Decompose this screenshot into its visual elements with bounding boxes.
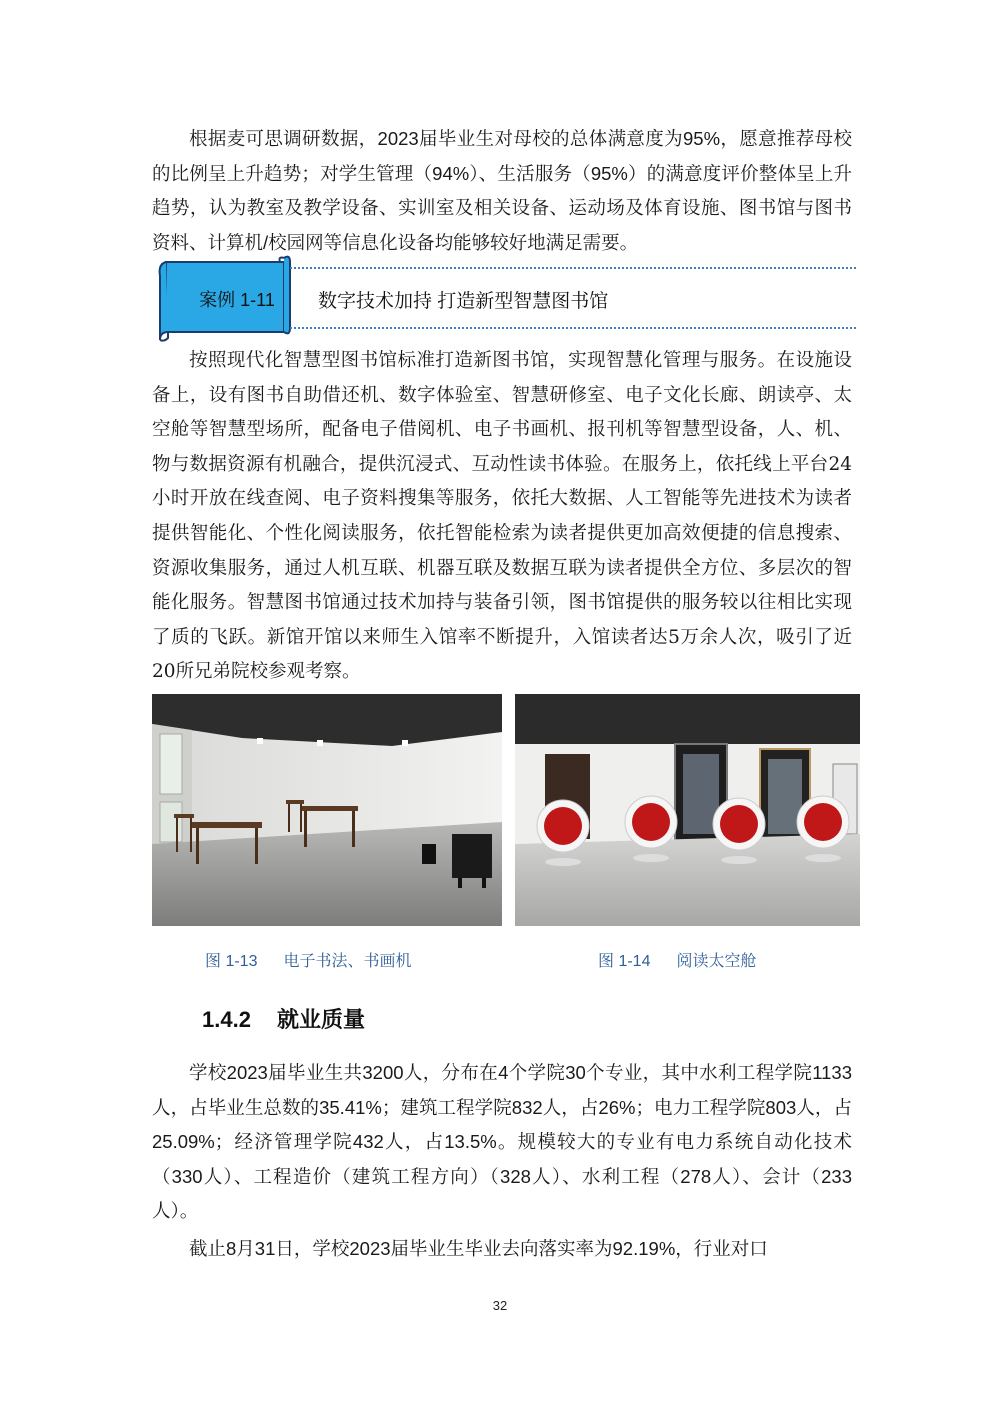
case-paragraph: 按照现代化智慧型图书馆标准打造新图书馆，实现智慧化管理与服务。在设施设备上，设有图书自助借还机、数字体验室、智慧研修室、电子文化长廊、朗读亭、太空舱等智慧型场所，配备电子借阅机、电子书画机、报刊机等智慧型设备，人、机、物与数据资源有机融合，提供沉浸式、互动性读书体验。在服务上，依托线上平台24小时开放在线查阅、电子资料搜集等服务，依托大数据、人工智能等先进技术为读者提供智能化、个性化阅读服务，依托智能检索为读者提供更加高效便捷的信息搜索、资源收集服务，通过人机互联、机器互联及数据互联为读者提供全方位、多层次的智能化服务。智慧图书馆通过技术加持与装备引领，图书馆提供的服务较以往相比实现了质的飞跃。新馆开馆以来师生入馆率不断提升，入馆读者达5万余人次，吸引了近20所兄弟院校参观考察。 bbox=[152, 350, 852, 683]
case-banner bbox=[152, 252, 857, 342]
figure-caption-1-14 bbox=[598, 948, 757, 971]
figure-caption-1-13 bbox=[205, 948, 412, 971]
dotted-rule-top bbox=[290, 267, 856, 269]
figure-caption-text: 电子书法、书画机 bbox=[283, 953, 412, 970]
figure-number: 图 1-13 bbox=[205, 953, 258, 970]
section-title: 就业质量 bbox=[276, 1007, 365, 1032]
figure-number: 图 1-14 bbox=[598, 953, 651, 970]
photo-reading-pods bbox=[515, 694, 860, 926]
page-number: 32 bbox=[492, 1298, 508, 1313]
dotted-rule-bottom bbox=[290, 327, 856, 329]
case-label: 案例 1-11 bbox=[199, 290, 275, 310]
employment-paragraph-continued: 截止8月31日，学校2023届毕业生毕业去向落实率为92.19%，行业对口 bbox=[189, 1238, 768, 1259]
intro-paragraph: 根据麦可思调研数据，2023届毕业生对母校的总体满意度为95%，愿意推荐母校的比例呈上升趋势；对学生管理（94%）、生活服务（95%）的满意度评价整体呈上升趋势，认为教室及教学设备、实训室及相关设备、运动场及体育设施、图书馆与图书资料、计算机/校园网等信息化设备均能够较好地满足需要。 bbox=[152, 128, 852, 253]
case-title: 数字技术加持 打造新型智慧图书馆 bbox=[318, 291, 609, 312]
photo-calligraphy-room bbox=[152, 694, 502, 926]
section-heading bbox=[202, 1003, 365, 1034]
section-number: 1.4.2 bbox=[202, 1007, 251, 1032]
figure-caption-text: 阅读太空舱 bbox=[676, 953, 757, 970]
employment-paragraph: 学校2023届毕业生共3200人，分布在4个学院30个专业，其中水利工程学院1133人，占毕业生总数的35.41%；建筑工程学院832人，占26%；电力工程学院803人，占25.09%；经济管理学院432人，占13.5%。规模较大的专业有电力系统自动化技术（330人）、工程造价（建筑工程方向）（328人）、水利工程（278人）、会计（233人）。 bbox=[152, 1062, 852, 1221]
